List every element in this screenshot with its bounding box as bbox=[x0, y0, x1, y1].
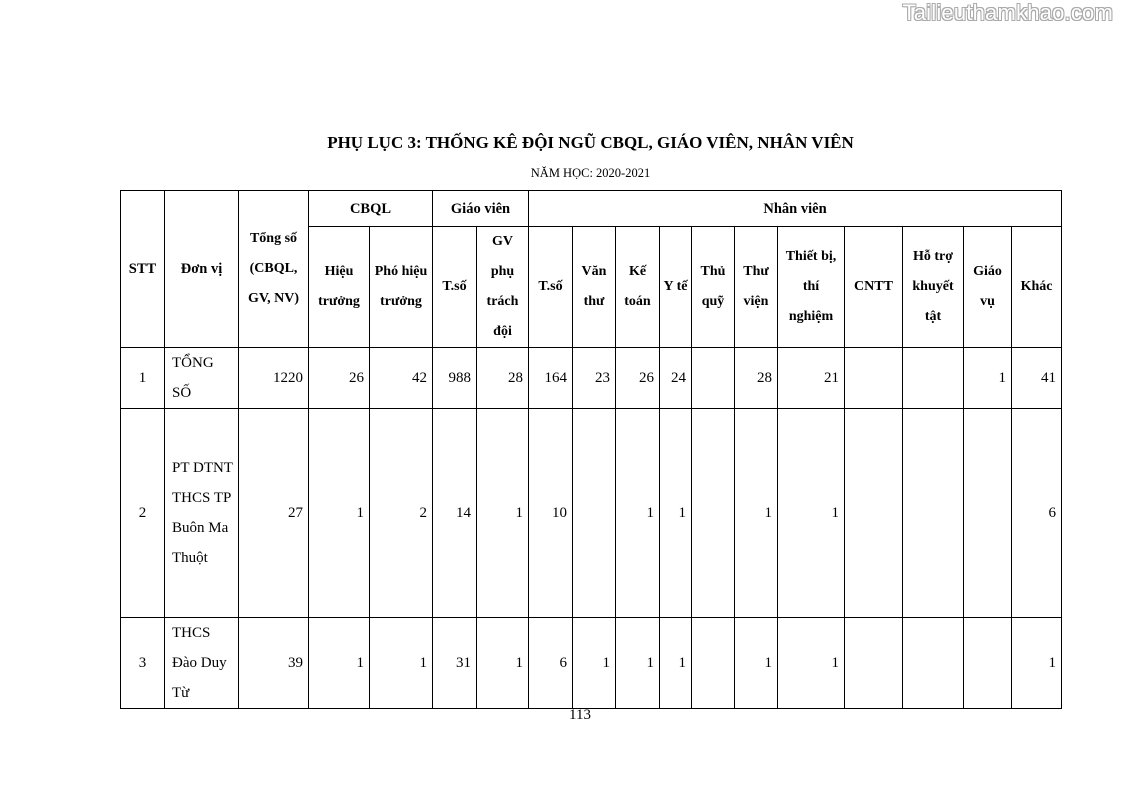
cell-nv-tso: 6 bbox=[529, 618, 573, 709]
cell-pho-hieu-truong: 2 bbox=[370, 409, 433, 618]
cell-stt: 3 bbox=[121, 618, 165, 709]
header-ho-tro-khuyet-tat: Hỗ trợ khuyết tật bbox=[903, 227, 964, 348]
cell-khac: 1 bbox=[1012, 618, 1062, 709]
cell-thu-quy bbox=[692, 618, 735, 709]
cell-pho-hieu-truong: 1 bbox=[370, 618, 433, 709]
cell-hieu-truong: 1 bbox=[309, 409, 370, 618]
header-stt: STT bbox=[121, 191, 165, 348]
header-row-groups bbox=[121, 191, 1062, 227]
cell-gv-phu-trach-doi: 1 bbox=[477, 618, 529, 709]
header-nv-tso: T.số bbox=[529, 227, 573, 348]
cell-thu-quy bbox=[692, 409, 735, 618]
page-number: 113 bbox=[569, 707, 591, 723]
school-year-subtitle: NĂM HỌC: 2020-2021 bbox=[530, 166, 651, 180]
header-gv-tso: T.số bbox=[433, 227, 477, 348]
cell-ho-tro-khuyet-tat bbox=[903, 348, 964, 409]
header-gv-phu-trach-doi: GV phụ trách đội bbox=[477, 227, 529, 348]
cell-thiet-bi: 1 bbox=[778, 409, 845, 618]
header-giao-vien: Giáo viên bbox=[433, 191, 529, 227]
header-don-vi: Đơn vị bbox=[165, 191, 239, 348]
header-giao-vu: Giáo vụ bbox=[964, 227, 1012, 348]
cell-tong-so: 39 bbox=[239, 618, 309, 709]
watermark: Tailieuthamkhao.com bbox=[902, 0, 1113, 25]
cell-don-vi: PT DTNT THCS TP Buôn Ma Thuột bbox=[165, 409, 239, 618]
header-tong-so: Tổng số (CBQL, GV, NV) bbox=[239, 191, 309, 348]
cell-thu-vien: 1 bbox=[735, 618, 778, 709]
cell-thu-vien: 28 bbox=[735, 348, 778, 409]
table-row bbox=[121, 348, 1062, 409]
cell-tong-so: 1220 bbox=[239, 348, 309, 409]
cell-van-thu: 1 bbox=[573, 618, 616, 709]
header-cbql: CBQL bbox=[309, 191, 433, 227]
header-hieu-truong: Hiệu trưởng bbox=[309, 227, 370, 348]
cell-gv-tso: 14 bbox=[433, 409, 477, 618]
cell-pho-hieu-truong: 42 bbox=[370, 348, 433, 409]
cell-ho-tro-khuyet-tat bbox=[903, 618, 964, 709]
cell-cntt bbox=[845, 348, 903, 409]
cell-stt: 1 bbox=[121, 348, 165, 409]
cell-y-te: 1 bbox=[660, 618, 692, 709]
cell-hieu-truong: 1 bbox=[309, 618, 370, 709]
cell-ho-tro-khuyet-tat bbox=[903, 409, 964, 618]
cell-thu-quy bbox=[692, 348, 735, 409]
cell-ke-toan: 1 bbox=[616, 618, 660, 709]
header-cntt: CNTT bbox=[845, 227, 903, 348]
cell-don-vi: THCS Đào Duy Từ bbox=[165, 618, 239, 709]
header-thu-vien: Thư viện bbox=[735, 227, 778, 348]
header-y-te: Y tế bbox=[660, 227, 692, 348]
cell-y-te: 24 bbox=[660, 348, 692, 409]
header-khac: Khác bbox=[1012, 227, 1062, 348]
cell-gv-phu-trach-doi: 28 bbox=[477, 348, 529, 409]
cell-cntt bbox=[845, 409, 903, 618]
cell-khac: 6 bbox=[1012, 409, 1062, 618]
cell-stt: 2 bbox=[121, 409, 165, 618]
cell-giao-vu bbox=[964, 618, 1012, 709]
cell-nv-tso: 164 bbox=[529, 348, 573, 409]
header-thiet-bi: Thiết bị, thí nghiệm bbox=[778, 227, 845, 348]
cell-nv-tso: 10 bbox=[529, 409, 573, 618]
cell-giao-vu bbox=[964, 409, 1012, 618]
cell-thu-vien: 1 bbox=[735, 409, 778, 618]
table-row bbox=[121, 618, 1062, 709]
header-ke-toan: Kế toán bbox=[616, 227, 660, 348]
header-van-thu: Văn thư bbox=[573, 227, 616, 348]
cell-don-vi: TỔNG SỐ bbox=[165, 348, 239, 409]
cell-thiet-bi: 21 bbox=[778, 348, 845, 409]
cell-cntt bbox=[845, 618, 903, 709]
cell-ke-toan: 26 bbox=[616, 348, 660, 409]
cell-van-thu: 23 bbox=[573, 348, 616, 409]
cell-hieu-truong: 26 bbox=[309, 348, 370, 409]
cell-tong-so: 27 bbox=[239, 409, 309, 618]
staff-statistics-table bbox=[120, 190, 1062, 709]
cell-ke-toan: 1 bbox=[616, 409, 660, 618]
cell-thiet-bi: 1 bbox=[778, 618, 845, 709]
cell-gv-tso: 31 bbox=[433, 618, 477, 709]
cell-y-te: 1 bbox=[660, 409, 692, 618]
cell-gv-tso: 988 bbox=[433, 348, 477, 409]
cell-khac: 41 bbox=[1012, 348, 1062, 409]
cell-giao-vu: 1 bbox=[964, 348, 1012, 409]
header-pho-hieu-truong: Phó hiệu trưởng bbox=[370, 227, 433, 348]
cell-gv-phu-trach-doi: 1 bbox=[477, 409, 529, 618]
table-row bbox=[121, 409, 1062, 618]
page-title: PHỤ LỤC 3: THỐNG KÊ ĐỘI NGŨ CBQL, GIÁO VIÊN, NHÂN VIÊN bbox=[327, 133, 854, 152]
header-nhan-vien: Nhân viên bbox=[529, 191, 1062, 227]
header-thu-quy: Thủ quỹ bbox=[692, 227, 735, 348]
cell-van-thu bbox=[573, 409, 616, 618]
